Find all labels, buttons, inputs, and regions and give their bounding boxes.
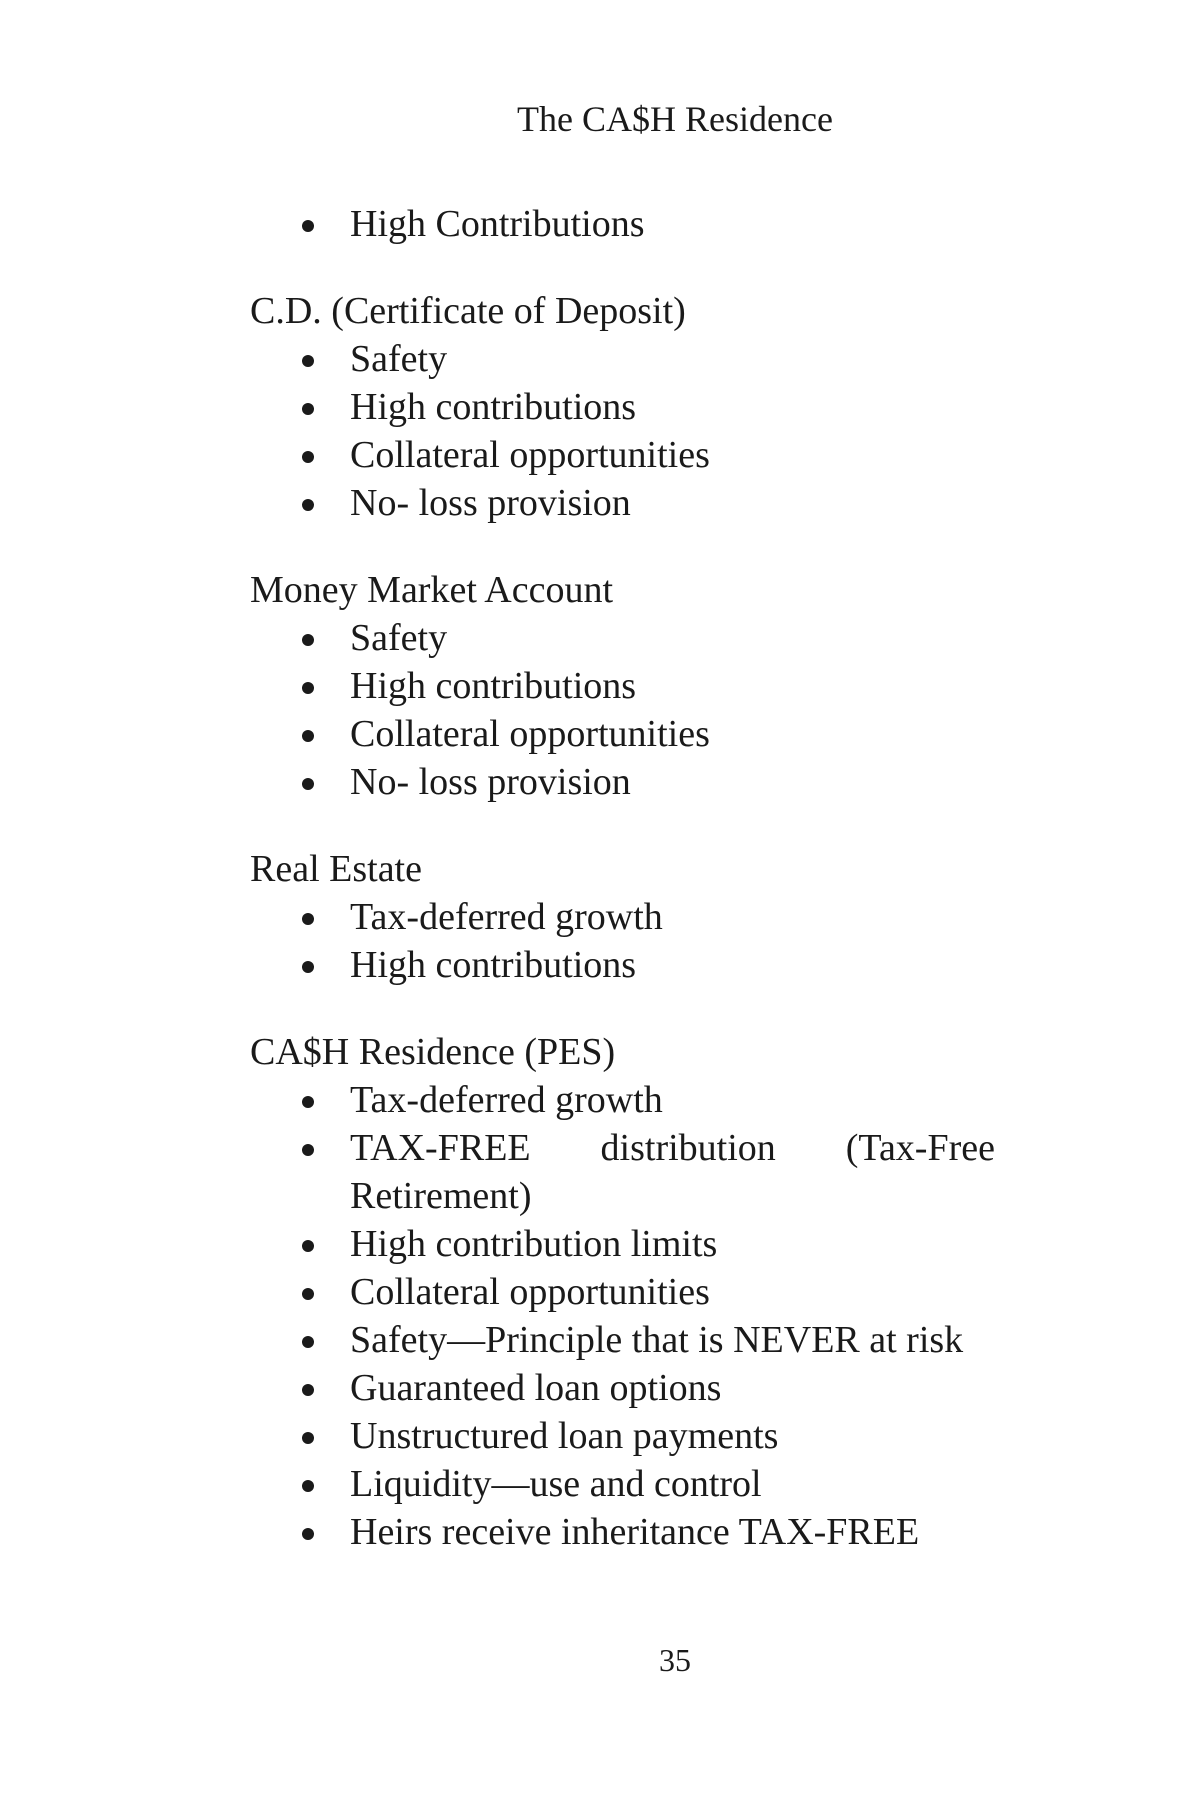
bullet-icon xyxy=(302,499,314,511)
bullet-list xyxy=(250,893,995,989)
list-item: Collateral opportunities xyxy=(250,431,995,479)
bullet-icon xyxy=(302,730,314,742)
bullet-list xyxy=(250,200,995,248)
list-item: Liquidity—use and control xyxy=(250,1460,995,1508)
bullet-icon xyxy=(302,403,314,415)
bullet-icon xyxy=(302,451,314,463)
bullet-icon xyxy=(302,1288,314,1300)
list-item: Collateral opportunities xyxy=(250,1268,995,1316)
bullet-icon xyxy=(302,1432,314,1444)
list-item: Collateral opportunities xyxy=(250,710,995,758)
list-item: High contributions xyxy=(250,662,995,710)
section-title: C.D. (Certificate of Deposit) xyxy=(250,290,686,332)
bullet-icon xyxy=(302,1336,314,1348)
bullet-list xyxy=(250,614,995,806)
bullet-icon xyxy=(302,1384,314,1396)
section-cash-residence xyxy=(250,1028,995,1556)
section-money-market xyxy=(250,566,995,806)
bullet-icon xyxy=(302,1480,314,1492)
bullet-icon xyxy=(302,355,314,367)
bullet-list xyxy=(250,1076,995,1556)
bullet-icon xyxy=(302,634,314,646)
section-title: Money Market Account xyxy=(250,569,614,611)
list-item: Guaranteed loan options xyxy=(250,1364,995,1412)
list-item: High contributions xyxy=(250,383,995,431)
bullet-icon xyxy=(302,682,314,694)
bullet-icon xyxy=(302,1240,314,1252)
bullet-list xyxy=(250,335,995,527)
bullet-icon xyxy=(302,220,314,232)
page-body xyxy=(250,200,995,1595)
list-item: TAX-FREE distribution (Tax-Free Retirement) xyxy=(250,1124,995,1220)
list-item: Tax-deferred growth xyxy=(250,1076,995,1124)
list-item: Safety xyxy=(250,335,995,383)
section-continued xyxy=(250,200,995,248)
section-title: Real Estate xyxy=(250,848,422,890)
bullet-icon xyxy=(302,961,314,973)
page-number: 35 xyxy=(659,1642,691,1678)
bullet-icon xyxy=(302,778,314,790)
list-item: No- loss provision xyxy=(250,758,995,806)
list-item: Safety xyxy=(250,614,995,662)
section-real-estate xyxy=(250,845,995,989)
list-item: Safety—Principle that is NEVER at risk xyxy=(250,1316,995,1364)
list-item: Heirs receive inheritance TAX-FREE xyxy=(250,1508,995,1556)
bullet-icon xyxy=(302,1144,314,1156)
section-title: CA$H Residence (PES) xyxy=(250,1031,616,1073)
list-item: High contributions xyxy=(250,941,995,989)
list-item: No- loss provision xyxy=(250,479,995,527)
bullet-icon xyxy=(302,913,314,925)
bullet-icon xyxy=(302,1096,314,1108)
bullet-icon xyxy=(302,1528,314,1540)
list-item: Tax-deferred growth xyxy=(250,893,995,941)
list-item: High contribution limits xyxy=(250,1220,995,1268)
running-header: The CA$H Residence xyxy=(517,99,833,139)
section-cd xyxy=(250,287,995,527)
list-item: High Contributions xyxy=(250,200,995,248)
list-item: Unstructured loan payments xyxy=(250,1412,995,1460)
